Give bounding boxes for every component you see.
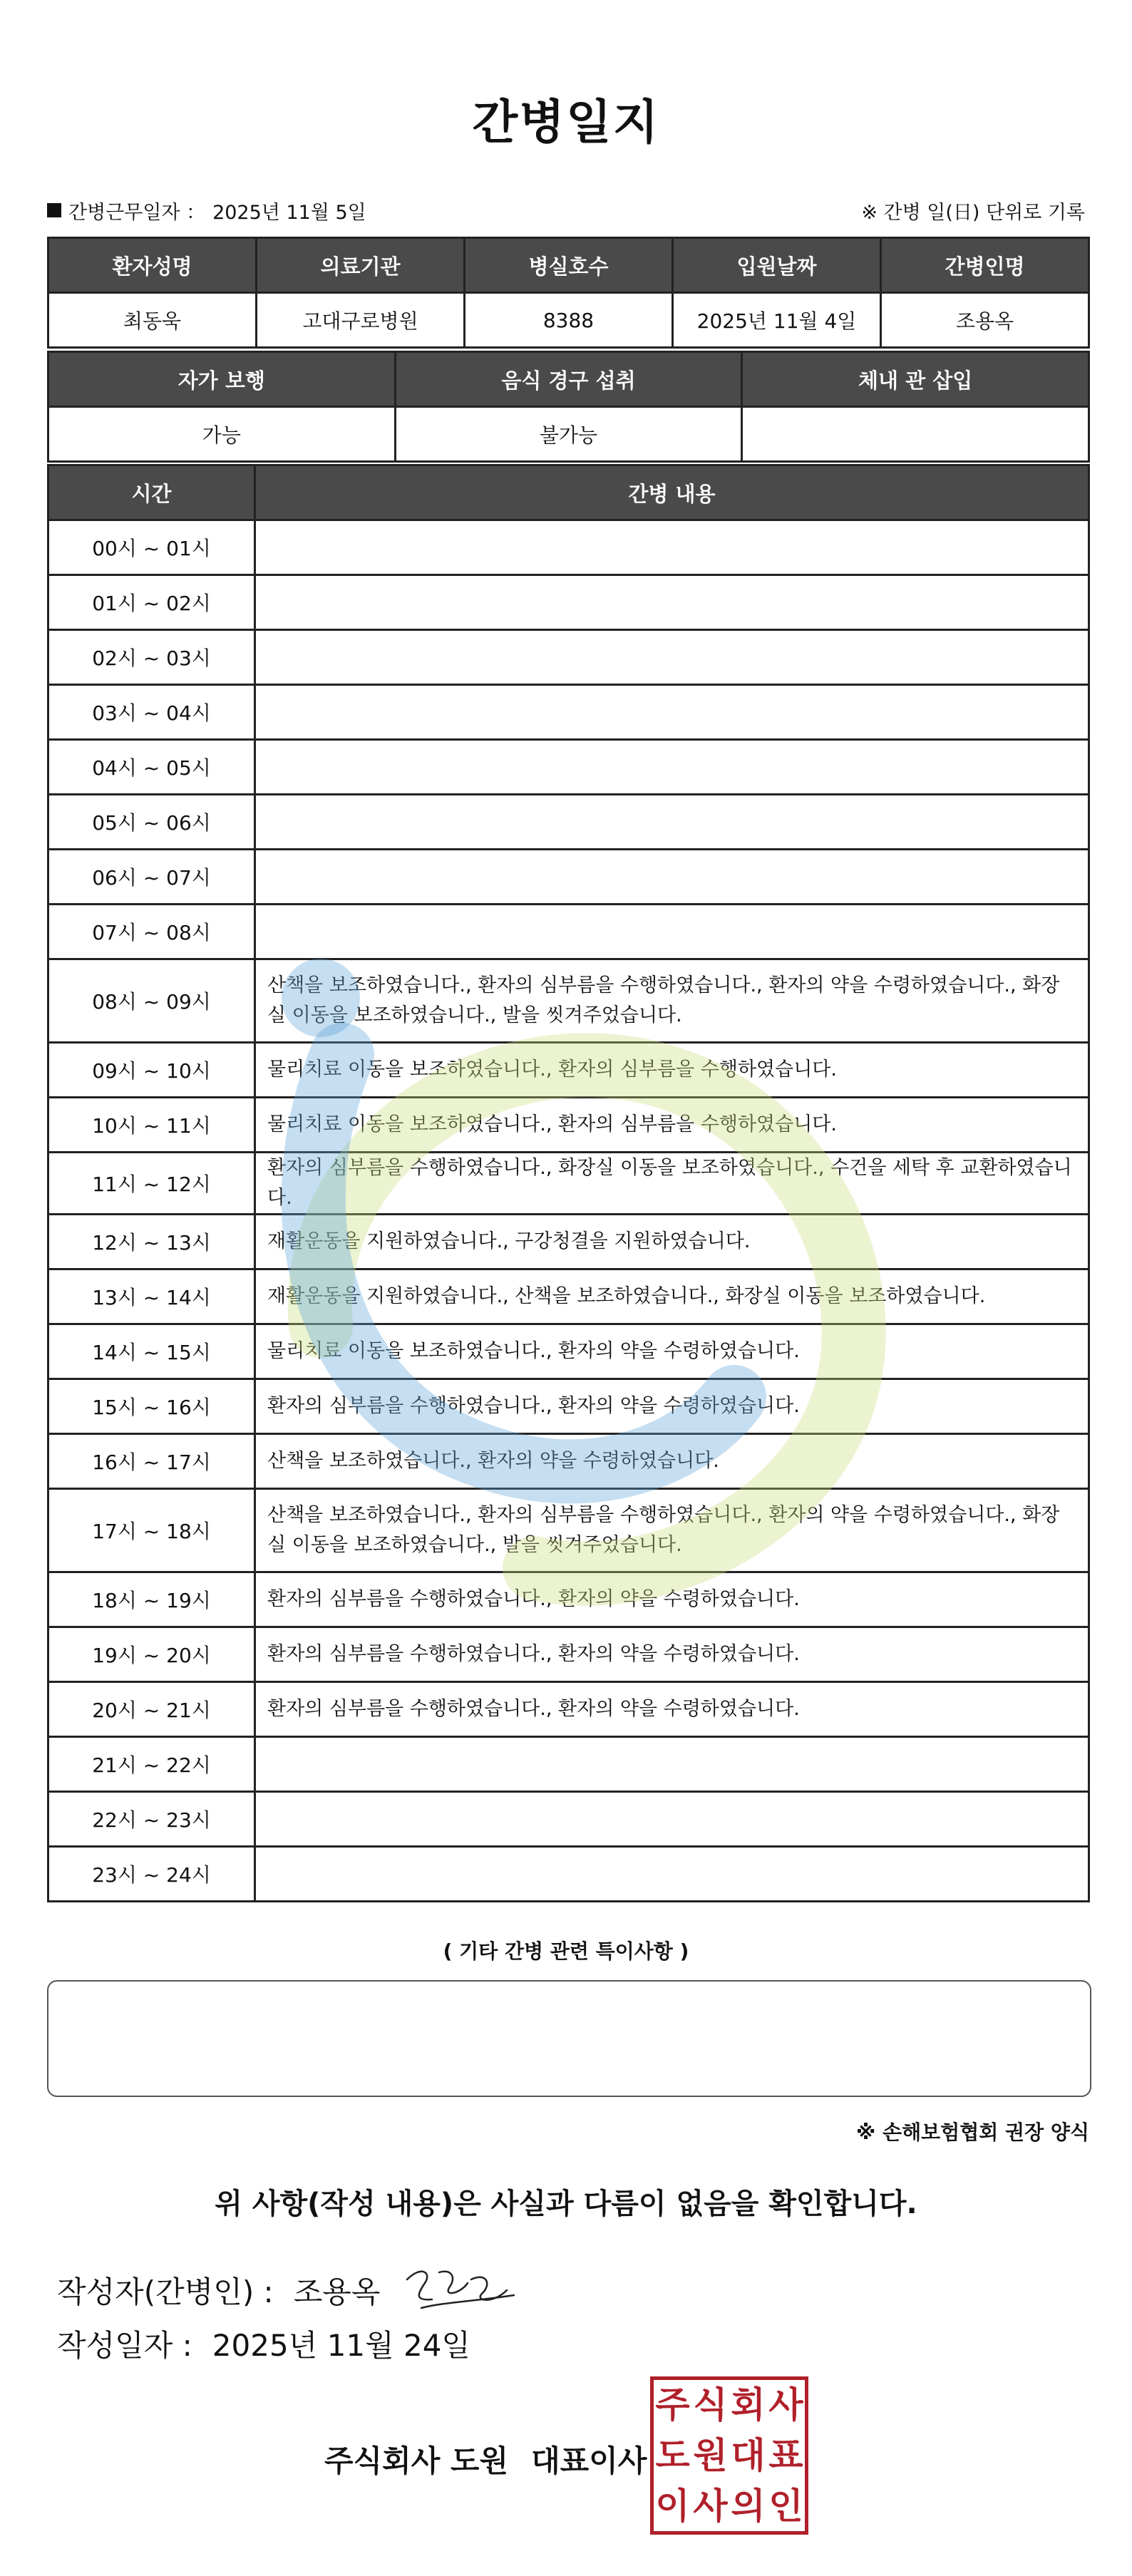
notes-box (47, 1980, 1091, 2097)
table-row (48, 905, 1089, 959)
care-content: 환자의 심부름을 수행하였습니다., 화장실 이동을 보조하였습니다., 수건을 세탁 후 교환하였습니다. (255, 1153, 1089, 1215)
company-row (324, 2438, 647, 2480)
signature-icon (400, 2258, 521, 2322)
time-slot: 17시 ~ 18시 (48, 1489, 255, 1572)
seal-glyph: 표 (768, 2434, 803, 2476)
time-slot: 20시 ~ 21시 (48, 1682, 255, 1737)
oral-intake-value: 불가능 (395, 407, 742, 462)
time-slot: 01시 ~ 02시 (48, 575, 255, 630)
table-row (48, 1737, 1089, 1792)
care-content: 재활운동을 지원하였습니다., 산책을 보조하였습니다., 화장실 이동을 보조하였습니다. (255, 1269, 1089, 1324)
writer-name: 조용옥 (293, 2274, 381, 2309)
written-date-value: 2025년 11월 24일 (212, 2328, 470, 2363)
table-row (48, 520, 1089, 575)
care-content: 물리치료 이동을 보조하였습니다., 환자의 심부름을 수행하였습니다. (255, 1098, 1089, 1153)
table-row (48, 1489, 1089, 1572)
seal-glyph: 대 (731, 2434, 766, 2476)
care-content: 산책을 보조하였습니다., 환자의 심부름을 수행하였습니다., 환자의 약을 수령하였습니다., 화장실 이동을 보조하였습니다., 발을 씻겨주었습니다. (255, 1489, 1089, 1572)
header-caregiver: 간병인명 (881, 238, 1089, 293)
seal-glyph: 도 (655, 2434, 690, 2476)
tube-insertion-value (742, 407, 1089, 462)
company-role: 대표이사 (531, 2443, 647, 2478)
company-seal-icon (650, 2376, 808, 2535)
seal-glyph: 원 (693, 2434, 728, 2476)
time-slot: 13시 ~ 14시 (48, 1269, 255, 1324)
time-slot: 00시 ~ 01시 (48, 520, 255, 575)
written-date-row (57, 2322, 470, 2365)
table-row (48, 795, 1089, 850)
time-slot: 19시 ~ 20시 (48, 1627, 255, 1682)
table-row (48, 1792, 1089, 1847)
header-care-content: 간병 내용 (255, 465, 1089, 520)
table-row (48, 1682, 1089, 1737)
table-row (48, 575, 1089, 630)
care-content: 물리치료 이동을 보조하였습니다., 환자의 약을 수령하였습니다. (255, 1324, 1089, 1379)
table-row (48, 740, 1089, 795)
writer-label: 작성자(간병인) : (57, 2274, 274, 2309)
written-date-label: 작성일자 : (57, 2328, 192, 2363)
care-content: 물리치료 이동을 보조하였습니다., 환자의 심부름을 수행하였습니다. (255, 1043, 1089, 1098)
care-content (255, 1792, 1089, 1847)
square-bullet-icon (47, 203, 61, 217)
time-slot: 18시 ~ 19시 (48, 1572, 255, 1627)
work-date-row (47, 195, 1085, 226)
table-row (48, 1153, 1089, 1215)
patient-name: 최동욱 (48, 293, 257, 348)
time-slot: 21시 ~ 22시 (48, 1737, 255, 1792)
seal-glyph: 이 (655, 2485, 690, 2527)
time-slot: 09시 ~ 10시 (48, 1043, 255, 1098)
time-slot: 11시 ~ 12시 (48, 1153, 255, 1215)
table-row (48, 1098, 1089, 1153)
care-content (255, 630, 1089, 685)
table-row (48, 1269, 1089, 1324)
header-admission-date: 입원날짜 (673, 238, 881, 293)
care-content: 환자의 심부름을 수행하였습니다., 환자의 약을 수령하였습니다. (255, 1572, 1089, 1627)
table-row (48, 1379, 1089, 1434)
table-row (48, 1043, 1089, 1098)
patient-info-table (47, 237, 1090, 349)
unit-note: ※ 간병 일(日) 단위로 기록 (861, 201, 1085, 224)
header-hospital: 의료기관 (257, 238, 465, 293)
table-row (48, 850, 1089, 905)
time-slot: 05시 ~ 06시 (48, 795, 255, 850)
care-log-table (47, 464, 1090, 1902)
header-oral-intake: 음식 경구 섭취 (395, 352, 742, 407)
seal-glyph: 식 (693, 2384, 728, 2426)
header-room: 병실호수 (465, 238, 673, 293)
table-row (48, 1324, 1089, 1379)
time-slot: 03시 ~ 04시 (48, 685, 255, 740)
table-row (48, 1434, 1089, 1489)
patient-status-table (47, 351, 1090, 463)
care-content: 환자의 심부름을 수행하였습니다., 환자의 약을 수령하였습니다. (255, 1627, 1089, 1682)
seal-glyph: 사 (693, 2485, 728, 2527)
header-time: 시간 (48, 465, 255, 520)
table-row (48, 959, 1089, 1043)
care-content (255, 795, 1089, 850)
time-slot: 16시 ~ 17시 (48, 1434, 255, 1489)
seal-glyph: 의 (731, 2485, 766, 2527)
notes-title: ( 기타 간병 관련 특이사항 ) (443, 1939, 689, 1963)
work-date-label: 간병근무일자 ： (68, 201, 206, 224)
self-walking-value: 가능 (48, 407, 396, 462)
time-slot: 15시 ~ 16시 (48, 1379, 255, 1434)
care-content (255, 575, 1089, 630)
confirmation-statement: 위 사항(작성 내용)은 사실과 다름이 없음을 확인합니다. (215, 2188, 917, 2220)
seal-glyph: 사 (768, 2384, 803, 2426)
time-slot: 10시 ~ 11시 (48, 1098, 255, 1153)
table-row (48, 1627, 1089, 1682)
seal-glyph: 인 (768, 2485, 803, 2527)
time-slot: 07시 ~ 08시 (48, 905, 255, 959)
time-slot: 02시 ~ 03시 (48, 630, 255, 685)
time-slot: 08시 ~ 09시 (48, 959, 255, 1043)
seal-glyph: 주 (655, 2384, 690, 2426)
care-content (255, 1847, 1089, 1902)
care-content (255, 905, 1089, 959)
writer-row (57, 2258, 521, 2322)
care-content: 재활운동을 지원하였습니다., 구강청결을 지원하였습니다. (255, 1215, 1089, 1269)
care-content (255, 1737, 1089, 1792)
table-row (48, 630, 1089, 685)
table-row (48, 1215, 1089, 1269)
time-slot: 04시 ~ 05시 (48, 740, 255, 795)
time-slot: 12시 ~ 13시 (48, 1215, 255, 1269)
company-name: 주식회사 도원 (324, 2443, 509, 2478)
seal-glyph: 회 (731, 2384, 766, 2426)
admission-date: 2025년 11월 4일 (673, 293, 881, 348)
care-content: 산책을 보조하였습니다., 환자의 약을 수령하였습니다. (255, 1434, 1089, 1489)
time-slot: 06시 ~ 07시 (48, 850, 255, 905)
care-content: 산책을 보조하였습니다., 환자의 심부름을 수행하였습니다., 환자의 약을 수령하였습니다., 화장실 이동을 보조하였습니다., 발을 씻겨주었습니다. (255, 959, 1089, 1043)
time-slot: 22시 ~ 23시 (48, 1792, 255, 1847)
care-content: 환자의 심부름을 수행하였습니다., 환자의 약을 수령하였습니다. (255, 1379, 1089, 1434)
room-number: 8388 (465, 293, 673, 348)
header-tube-insertion: 체내 관 삽입 (742, 352, 1089, 407)
header-self-walking: 자가 보행 (48, 352, 396, 407)
caregiver-name: 조용옥 (881, 293, 1089, 348)
page-title: 간병일지 (472, 95, 660, 150)
care-content (255, 685, 1089, 740)
recommend-note: ※ 손해보험협회 권장 양식 (856, 2121, 1089, 2144)
care-content (255, 520, 1089, 575)
time-slot: 23시 ~ 24시 (48, 1847, 255, 1902)
care-log-rows (48, 520, 1089, 1902)
header-patient-name: 환자성명 (48, 238, 257, 293)
work-date-value: 2025년 11월 5일 (212, 201, 366, 224)
table-row (48, 1572, 1089, 1627)
table-row (48, 1847, 1089, 1902)
care-content: 환자의 심부름을 수행하였습니다., 환자의 약을 수령하였습니다. (255, 1682, 1089, 1737)
care-content (255, 740, 1089, 795)
table-row (48, 685, 1089, 740)
time-slot: 14시 ~ 15시 (48, 1324, 255, 1379)
care-content (255, 850, 1089, 905)
hospital: 고대구로병원 (257, 293, 465, 348)
